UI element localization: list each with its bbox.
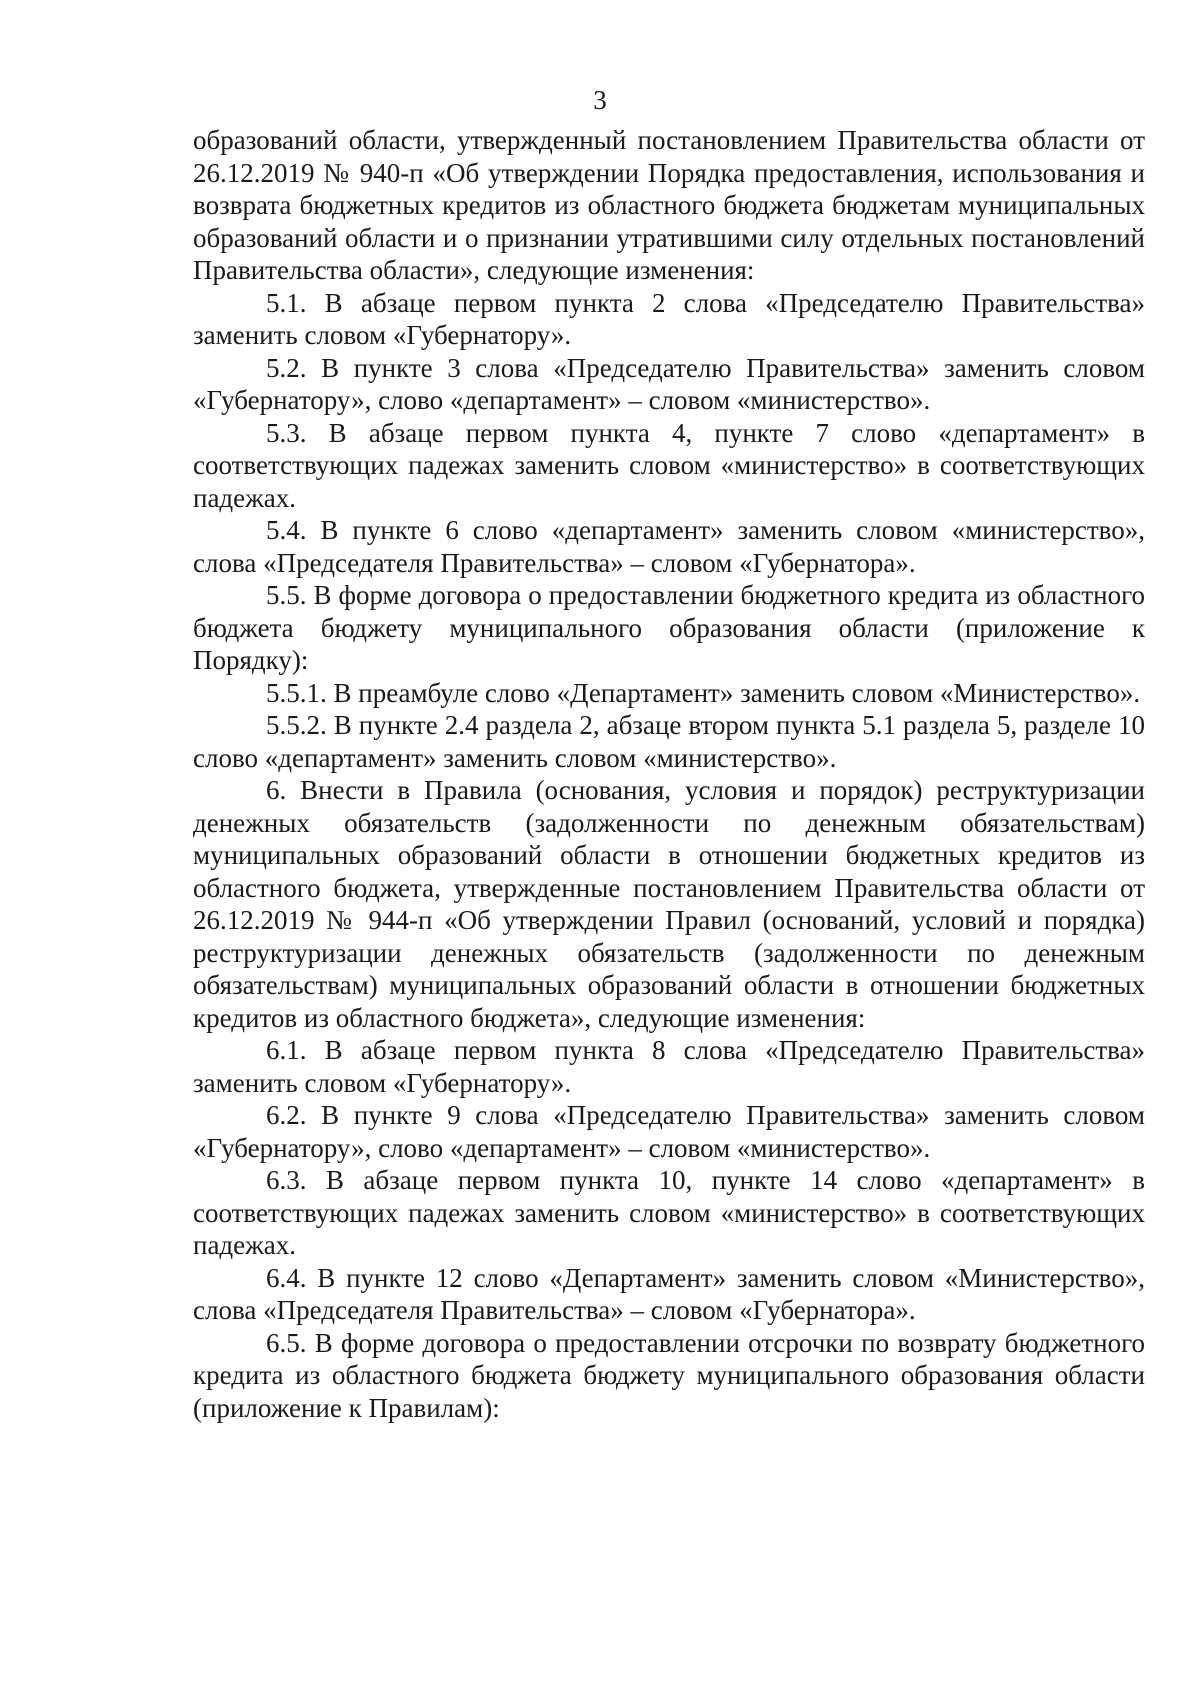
page-number: 3 [593,85,607,115]
paragraph-intro: образований области, утвержденный постановлением Правительства области от 26.12.2019 № 940-п «Об утверждении Порядка предоставления, использования и возврата бюджетных кредитов из областного бюджета бюджетам муниципальных образований области и о признании утратившими силу отдельных постановлений Правительства области», следующие изменения: [193,125,1145,285]
paragraph-5-4: 5.4. В пункте 6 слово «департамент» заменить словом «министерство», слова «Председателя Правительства» – словом «Губернатора». [193,515,1145,578]
paragraph-6-4: 6.4. В пункте 12 слово «Департамент» заменить словом «Министерство», слова «Председателя Правительства» – словом «Губернатора». [193,1262,1145,1325]
document-body [193,124,1145,1424]
paragraph-5-5-2: 5.5.2. В пункте 2.4 раздела 2, абзаце втором пункта 5.1 раздела 5, разделе 10 слово «департамент» заменить словом «министерство». [193,710,1145,773]
paragraph-5-5-1: 5.5.1. В преамбуле слово «Департамент» заменить словом «Министерство». [266,677,1141,708]
paragraph-5-1: 5.1. В абзаце первом пункта 2 слова «Председателю Правительства» заменить словом «Губернатору». [193,287,1145,350]
paragraph-5-5: 5.5. В форме договора о предоставлении бюджетного кредита из областного бюджета бюджету муниципального образования области (приложение к Порядку): [193,580,1145,675]
paragraph-6-3: 6.3. В абзаце первом пункта 10, пункте 14 слово «департамент» в соответствующих падежах заменить словом «министерство» в соответствующих падежах. [193,1165,1145,1260]
paragraph-5-2: 5.2. В пункте 3 слова «Председателю Правительства» заменить словом «Губернатору», слово «департамент» – словом «министерство». [193,352,1145,415]
paragraph-5-3: 5.3. В абзаце первом пункта 4, пункте 7 слово «департамент» в соответствующих падежах заменить словом «министерство» в соответствующих падежах. [193,417,1145,513]
paragraph-6-2: 6.2. В пункте 9 слова «Председателю Правительства» заменить словом «Губернатору», слово «департамент» – словом «министерство». [193,1100,1145,1163]
paragraph-6: 6. Внести в Правила (основания, условия и порядок) реструктуризации денежных обязательств (задолженности по денежным обязательствам) муниципальных образований области в отношении бюджетных кредитов из областного бюджета, утвержденные постановлением Правительства области от 26.12.2019 № 944-п «Об утверждении Правил (оснований, условий и порядка) реструктуризации денежных обязательств (задолженности по денежным обязательствам) муниципальных образований области в отношении бюджетных кредитов из областного бюджета», следующие изменения: [193,775,1145,1033]
paragraph-6-5: 6.5. В форме договора о предоставлении отсрочки по возврату бюджетного кредита из областного бюджета бюджету муниципального образования области (приложение к Правилам): [193,1327,1145,1423]
paragraph-6-1: 6.1. В абзаце первом пункта 8 слова «Председателю Правительства» заменить словом «Губернатору». [193,1035,1145,1098]
